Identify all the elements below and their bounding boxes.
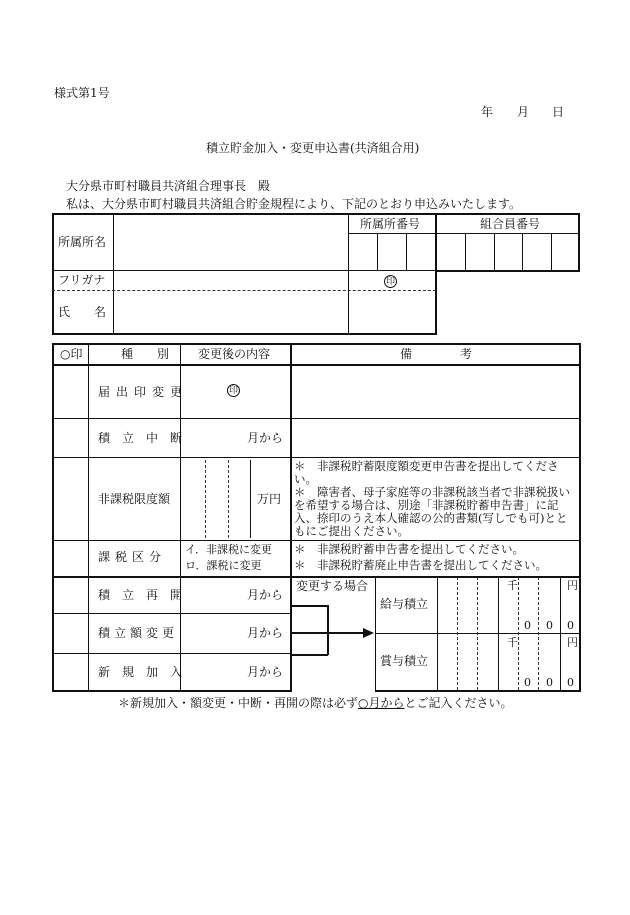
page-title: 積立貯金加入・変更申込書(共済組合用): [206, 141, 420, 155]
mark-cell-tax[interactable]: [54, 542, 87, 575]
salary-zero-3: 0: [567, 619, 574, 632]
member-number-label: 組合員番号: [480, 217, 541, 231]
salary-amount-field[interactable]: [438, 578, 559, 632]
kind-header: 種 別: [121, 347, 176, 361]
limit-note-1: ＊ 非課税貯蓄限度額変更申告書を提出してください。: [294, 459, 559, 486]
salary-zero-2: 0: [546, 619, 553, 632]
arrow-right-icon: [363, 627, 375, 639]
footer-note-before: ＊新規加入・額変更・中断・再開の際は必ず: [118, 696, 359, 710]
new-kind: 新規加入: [98, 665, 195, 679]
salary-thousand: 千: [507, 579, 518, 592]
mark-cell-amount[interactable]: [54, 615, 87, 652]
bonus-amount-field[interactable]: [438, 635, 559, 689]
name-label: 氏 名: [58, 305, 107, 319]
tax-kind: 課税区分: [98, 550, 167, 564]
mark-cell-seal-change[interactable]: [54, 366, 87, 417]
date-day-label: 日: [552, 105, 565, 119]
salary-label: 給与積立: [380, 597, 429, 611]
footer-note-after: とご記入ください。: [404, 696, 513, 710]
footer-note: [118, 697, 513, 709]
suspend-content: 月から: [247, 431, 284, 445]
tax-option-1[interactable]: イ．非課税に変更: [185, 543, 273, 556]
addressee: 大分県市町村職員共済組合理事長 殿: [66, 179, 271, 193]
intro-text: 私は、大分県市町村職員共済組合貯金規程により、下記のとおり申込みいたします。: [66, 197, 522, 211]
salary-yen: 円: [567, 579, 578, 592]
resume-kind: 積立再開: [98, 588, 195, 602]
footer-note-underlined: ○月から: [358, 696, 405, 710]
bonus-zero-3: 0: [567, 676, 574, 689]
bonus-label: 賞与積立: [380, 654, 429, 668]
content-header: 変更後の内容: [198, 347, 271, 361]
seal-change-row[interactable]: [90, 366, 179, 417]
amount-content: 月から: [247, 626, 284, 640]
tax-note-2: ＊ 非課税貯蓄廃止申告書を提出してください。: [294, 558, 547, 572]
office-number-label: 所属所番号: [360, 217, 421, 231]
suspend-kind: 積立中断: [98, 431, 195, 445]
seal-change-kind: 届出印変更: [98, 385, 189, 399]
bonus-yen: 円: [567, 636, 578, 649]
mark-cell-limit[interactable]: [54, 459, 87, 539]
limit-kind: 非課税限度額: [98, 492, 171, 506]
form-number: 様式第1号: [54, 86, 110, 100]
office-name-field[interactable]: [115, 215, 347, 269]
mark-header: ○印: [60, 347, 83, 361]
seal-icon-change: 印: [228, 386, 238, 396]
furigana-field[interactable]: [115, 272, 347, 289]
mark-cell-resume[interactable]: [54, 578, 87, 612]
bonus-thousand: 千: [507, 636, 518, 649]
tax-option-2[interactable]: ロ．課税に変更: [185, 559, 262, 572]
new-content: 月から: [247, 665, 284, 679]
limit-note-2: ＊ 障害者、母子家庭等の非課税該当者で非課税扱いを希望する場合は、別途「非課税貯蓄申告書」に記入、捺印のうえ本人確認の公的書類(写しでも可)とともにご提出ください。: [294, 485, 570, 538]
seal-icon: 印: [385, 277, 395, 287]
mark-cell-new[interactable]: [54, 655, 87, 689]
resume-content: 月から: [247, 588, 284, 602]
date-year-label: 年: [481, 105, 494, 119]
salary-zero-1: 0: [524, 619, 531, 632]
amount-kind: 積立額変更: [98, 626, 179, 640]
tax-note-1: ＊ 非課税貯蓄申告書を提出してください。: [294, 542, 524, 556]
limit-content: 万円: [257, 492, 282, 506]
remarks-header: 備 考: [400, 347, 473, 361]
furigana-label: フリガナ: [58, 273, 106, 287]
office-name-label: 所属所名: [58, 235, 107, 249]
when-change-label: 変更する場合: [296, 579, 369, 593]
bonus-zero-2: 0: [546, 676, 553, 689]
mark-cell-suspend[interactable]: [54, 420, 87, 456]
bonus-zero-1: 0: [524, 676, 531, 689]
date-month-label: 月: [517, 105, 530, 119]
name-field[interactable]: [115, 292, 347, 332]
